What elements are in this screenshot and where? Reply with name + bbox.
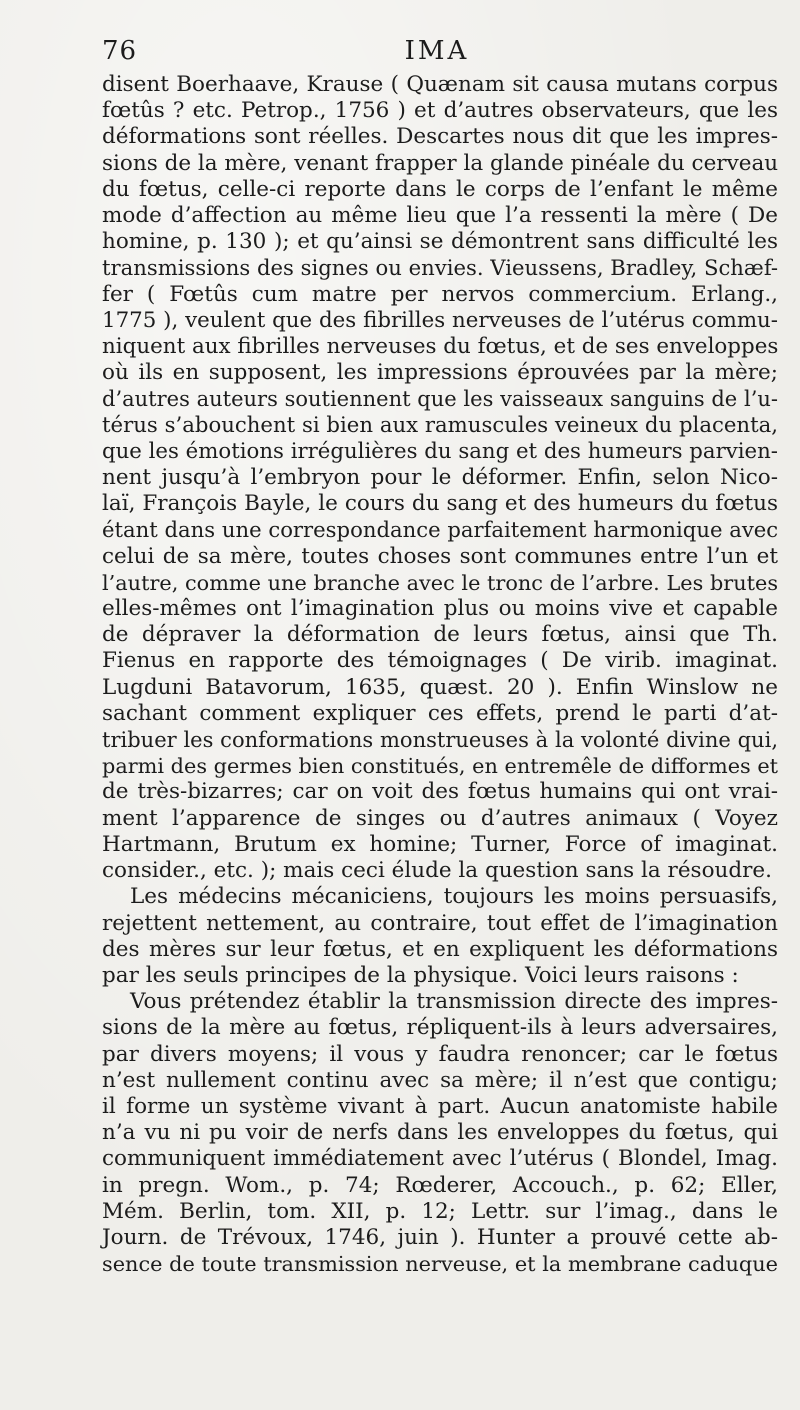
text-line: elles-mêmes ont l’imagination plus ou moins vive et capable xyxy=(102,596,778,622)
text-line: sions de la mère au fœtus, répliquent-ils à leurs adversaires, xyxy=(102,1015,778,1041)
text-line: ment l’apparence de singes ou d’autres animaux ( Voyez xyxy=(102,805,778,831)
text-line: de dépraver la déformation de leurs fœtus, ainsi que Th. xyxy=(102,622,778,648)
text-line: niquent aux fibrilles nerveuses du fœtus, et de ses enveloppes xyxy=(102,334,779,360)
text-line: Mém. Berlin, tom. XII, p. 12; Lettr. sur l’imag., dans le xyxy=(102,1198,778,1224)
text-line: térus s’abouchent si bien aux ramuscules veineux du placenta, xyxy=(102,412,778,438)
page-header xyxy=(102,36,772,70)
text-line: transmissions des signes ou envies. Vieussens, Bradley, Schæf- xyxy=(102,255,779,281)
text-line: celui de sa mère, toutes choses sont communes entre l’un et xyxy=(102,543,778,569)
text-line: laï, François Bayle, le cours du sang et des humeurs du fœtus xyxy=(102,491,778,517)
paragraph-3 xyxy=(102,989,778,1277)
text-line: mode d’affection au même lieu que l’a ressenti la mère ( De xyxy=(102,203,778,229)
text-line: sachant comment expliquer ces effets, prend le parti d’at- xyxy=(102,700,778,726)
text-line: nent jusqu’à l’embryon pour le déformer. Enfin, selon Nico- xyxy=(102,465,778,491)
body-text xyxy=(102,72,778,1277)
text-line: Journ. de Trévoux, 1746, juin ). Hunter a prouvé cette ab- xyxy=(102,1224,778,1250)
paragraph-2 xyxy=(102,884,778,989)
text-line: des mères sur leur fœtus, et en expliquent les déformations xyxy=(102,936,778,962)
text-line: que les émotions irrégulières du sang et des humeurs parvien- xyxy=(102,438,778,464)
text-line: l’autre, comme une branche avec le tronc de l’arbre. Les brutes xyxy=(102,570,778,595)
text-line: 1775 ), veulent que des fibrilles nerveuses de l’utérus commu- xyxy=(102,307,778,333)
text-line: n’a vu ni pu voir de nerfs dans les enveloppes du fœtus, qui xyxy=(102,1120,778,1146)
text-line: par divers moyens; il vous y faudra renoncer; car le fœtus xyxy=(102,1041,778,1067)
text-line: rejettent nettement, au contraire, tout effet de l’imagination xyxy=(102,910,778,936)
text-line: parmi des germes bien constitués, en entremêle de difformes et xyxy=(102,754,779,779)
text-line: par les seuls principes de la physique. Voici leurs raisons : xyxy=(102,962,739,988)
text-line: de très-bizarres; car on voit des fœtus humains qui ont vrai- xyxy=(102,779,778,805)
text-line: communiquent immédiatement avec l’utérus ( Blondel, Imag. xyxy=(102,1146,778,1172)
paragraph-1 xyxy=(102,72,778,884)
text-line: Vous prétendez établir la transmission directe des impres- xyxy=(130,989,778,1015)
text-line: déformations sont réelles. Descartes nous dit que les impres- xyxy=(102,124,778,150)
text-line: disent Boerhaave, Krause ( Quænam sit causa mutans corpus xyxy=(102,72,778,97)
text-line: Lugduni Batavorum, 1635, quæst. 20 ). Enfin Winslow ne xyxy=(102,674,778,700)
text-line: il forme un système vivant à part. Aucun anatomiste habile xyxy=(102,1093,778,1119)
text-line: du fœtus, celle-ci reporte dans le corps de l’enfant le même xyxy=(102,176,778,202)
text-line: n’est nullement continu avec sa mère; il n’est que contigu; xyxy=(102,1067,778,1093)
text-line: étant dans une correspondance parfaitement harmonique avec xyxy=(102,517,779,543)
text-line: tribuer les conformations monstrueuses à la volonté divine qui, xyxy=(102,727,778,753)
text-line: Fienus en rapporte des témoignages ( De virib. imaginat. xyxy=(102,648,778,674)
text-line: Hartmann, Brutum ex homine; Turner, Force of imaginat. xyxy=(102,831,778,857)
text-line: où ils en supposent, les impressions éprouvées par la mère; xyxy=(102,360,778,386)
text-line: fœtûs ? etc. Petrop., 1756 ) et d’autres observateurs, que les xyxy=(102,98,778,124)
text-line: consider., etc. ); mais ceci élude la question sans la résoudre. xyxy=(102,858,772,884)
text-line: homine, p. 130 ); et qu’ainsi se démontrent sans difficulté les xyxy=(102,229,778,255)
text-line: d’autres auteurs soutiennent que les vaisseaux sanguins de l’u- xyxy=(102,387,778,412)
text-line: sence de toute transmission nerveuse, et la membrane caduque xyxy=(102,1252,778,1277)
running-head: IMA xyxy=(404,36,470,66)
text-line: Les médecins mécaniciens, toujours les moins persuasifs, xyxy=(130,884,778,910)
text-line: sions de la mère, venant frapper la glande pinéale du cerveau xyxy=(102,150,779,176)
text-line: in pregn. Wom., p. 74; Rœderer, Accouch., p. 62; Eller, xyxy=(102,1172,778,1198)
text-line: fer ( Fœtûs cum matre per nervos commercium. Erlang., xyxy=(102,281,778,307)
page-number: 76 xyxy=(102,36,138,66)
